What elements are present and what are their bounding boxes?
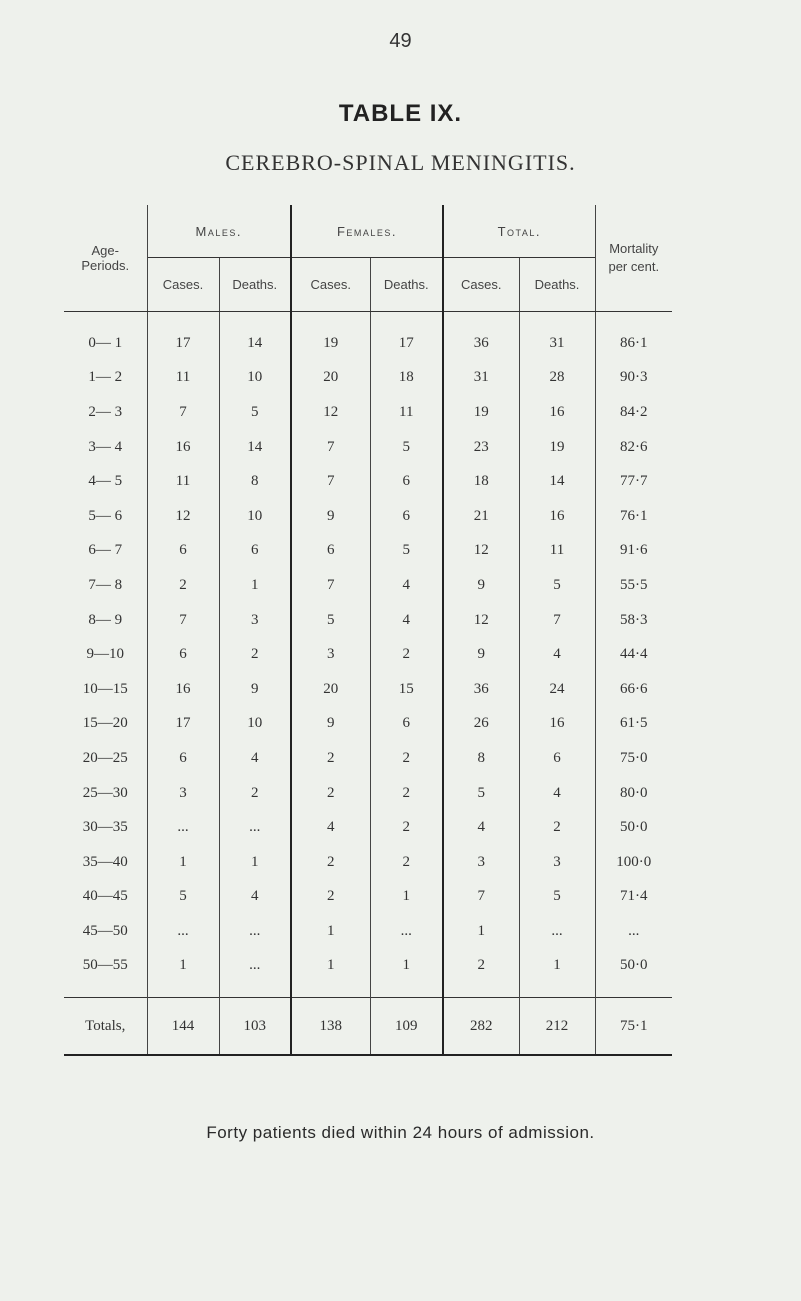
male-deaths-cell: ... <box>219 914 291 949</box>
table-row <box>64 741 672 776</box>
male-deaths-cell: 1 <box>219 845 291 880</box>
total-deaths-cell: 5 <box>519 568 595 603</box>
mortality-cell: 91·6 <box>595 534 672 569</box>
age-period-cell: 35—40 <box>82 853 128 870</box>
mortality-cell: 71·4 <box>595 880 672 915</box>
female-deaths-cell: 6 <box>370 499 443 534</box>
total-cases-cell: 9 <box>443 637 519 672</box>
total-cases-cell: 1 <box>443 914 519 949</box>
table-row <box>64 949 672 984</box>
table-row <box>64 534 672 569</box>
male-cases-cell: 11 <box>147 464 219 499</box>
female-deaths-cell: 4 <box>370 603 443 638</box>
header-females: Females. <box>291 205 443 258</box>
female-deaths-cell: 5 <box>370 430 443 465</box>
male-deaths-cell: 14 <box>219 430 291 465</box>
total-deaths-cell: 4 <box>519 637 595 672</box>
female-cases-cell: 2 <box>291 741 370 776</box>
table-row <box>64 326 672 361</box>
mortality-cell: 58·3 <box>595 603 672 638</box>
female-cases-cell: 5 <box>291 603 370 638</box>
total-cases-cell: 9 <box>443 568 519 603</box>
male-cases-cell: 11 <box>147 361 219 396</box>
female-deaths-cell: 2 <box>370 776 443 811</box>
male-cases-cell: ... <box>147 810 219 845</box>
female-deaths-cell: 6 <box>370 464 443 499</box>
age-period-cell: 6— 7 <box>88 542 123 559</box>
total-cases-cell: 7 <box>443 880 519 915</box>
mortality-cell: 50·0 <box>595 810 672 845</box>
female-deaths-cell: 1 <box>370 880 443 915</box>
age-period-cell: 5— 6 <box>88 507 123 524</box>
table-body <box>64 312 672 1056</box>
total-deaths-cell: ... <box>519 914 595 949</box>
total-deaths-cell: 16 <box>519 395 595 430</box>
male-deaths-cell: 1 <box>219 568 291 603</box>
header-male-deaths: Deaths. <box>219 258 291 312</box>
total-deaths-cell: 4 <box>519 776 595 811</box>
totals-female-deaths-cell: 109 <box>370 998 443 1056</box>
table-row <box>64 603 672 638</box>
total-deaths-cell: 6 <box>519 741 595 776</box>
total-deaths-cell: 2 <box>519 810 595 845</box>
age-period-cell: 20—25 <box>82 749 128 766</box>
total-cases-cell: 31 <box>443 361 519 396</box>
age-period-cell: 9—10 <box>86 646 124 663</box>
female-cases-cell: 20 <box>291 672 370 707</box>
age-period-cell: 2— 3 <box>88 403 123 420</box>
header-males: Males. <box>147 205 291 258</box>
male-cases-cell: 16 <box>147 672 219 707</box>
total-cases-cell: 21 <box>443 499 519 534</box>
mortality-cell: 50·0 <box>595 949 672 984</box>
mortality-cell: 76·1 <box>595 499 672 534</box>
total-deaths-cell: 3 <box>519 845 595 880</box>
table-row <box>64 707 672 742</box>
male-deaths-cell: 4 <box>219 880 291 915</box>
mortality-cell: 55·5 <box>595 568 672 603</box>
female-deaths-cell: 2 <box>370 741 443 776</box>
male-deaths-cell: ... <box>219 949 291 984</box>
table-row <box>64 464 672 499</box>
footnote: Forty patients died within 24 hours of admission. <box>206 1123 595 1142</box>
age-period-cell: 4— 5 <box>88 473 123 490</box>
female-cases-cell: 19 <box>291 326 370 361</box>
male-cases-cell: 6 <box>147 637 219 672</box>
female-cases-cell: 1 <box>291 914 370 949</box>
female-deaths-cell: 2 <box>370 637 443 672</box>
age-period-cell: 8— 9 <box>88 611 123 628</box>
mortality-cell: 86·1 <box>595 326 672 361</box>
table-row <box>64 499 672 534</box>
header-female-deaths: Deaths. <box>370 258 443 312</box>
male-deaths-cell: 2 <box>219 776 291 811</box>
female-cases-cell: 7 <box>291 430 370 465</box>
female-cases-cell: 2 <box>291 776 370 811</box>
male-deaths-cell: 9 <box>219 672 291 707</box>
male-cases-cell: 3 <box>147 776 219 811</box>
table-row <box>64 361 672 396</box>
table-row <box>64 914 672 949</box>
total-cases-cell: 18 <box>443 464 519 499</box>
total-deaths-cell: 19 <box>519 430 595 465</box>
table-row <box>64 637 672 672</box>
female-cases-cell: 20 <box>291 361 370 396</box>
mortality-cell: 61·5 <box>595 707 672 742</box>
header-total-deaths: Deaths. <box>519 258 595 312</box>
female-cases-cell: 3 <box>291 637 370 672</box>
male-deaths-cell: 3 <box>219 603 291 638</box>
male-cases-cell: 1 <box>147 949 219 984</box>
total-cases-cell: 5 <box>443 776 519 811</box>
total-cases-cell: 4 <box>443 810 519 845</box>
table-row <box>64 880 672 915</box>
male-cases-cell: 16 <box>147 430 219 465</box>
male-cases-cell: 6 <box>147 534 219 569</box>
mortality-cell: 80·0 <box>595 776 672 811</box>
age-period-cell: 1— 2 <box>88 369 123 386</box>
female-deaths-cell: 4 <box>370 568 443 603</box>
total-deaths-cell: 7 <box>519 603 595 638</box>
female-deaths-cell: 15 <box>370 672 443 707</box>
mortality-cell: 66·6 <box>595 672 672 707</box>
mortality-cell: 82·6 <box>595 430 672 465</box>
total-deaths-cell: 16 <box>519 707 595 742</box>
male-deaths-cell: 4 <box>219 741 291 776</box>
totals-mortality-cell: 75·1 <box>595 998 672 1056</box>
mortality-cell: 75·0 <box>595 741 672 776</box>
total-deaths-cell: 24 <box>519 672 595 707</box>
total-deaths-cell: 1 <box>519 949 595 984</box>
total-cases-cell: 12 <box>443 534 519 569</box>
totals-row <box>64 998 672 1056</box>
table-row <box>64 430 672 465</box>
total-deaths-cell: 28 <box>519 361 595 396</box>
header-total-cases: Cases. <box>443 258 519 312</box>
totals-label: Totals, <box>64 998 147 1056</box>
female-deaths-cell: 17 <box>370 326 443 361</box>
age-period-cell: 7— 8 <box>88 576 123 593</box>
header-total: Total. <box>443 205 595 258</box>
female-deaths-cell: 11 <box>370 395 443 430</box>
female-cases-cell: 1 <box>291 949 370 984</box>
mortality-cell: 100·0 <box>595 845 672 880</box>
male-deaths-cell: 14 <box>219 326 291 361</box>
male-deaths-cell: 5 <box>219 395 291 430</box>
male-deaths-cell: 6 <box>219 534 291 569</box>
male-cases-cell: 6 <box>147 741 219 776</box>
total-deaths-cell: 5 <box>519 880 595 915</box>
age-period-cell: 40—45 <box>82 888 128 905</box>
male-deaths-cell: 8 <box>219 464 291 499</box>
female-cases-cell: 7 <box>291 464 370 499</box>
female-deaths-cell: 6 <box>370 707 443 742</box>
age-period-cell: 30—35 <box>82 819 128 836</box>
table-row <box>64 568 672 603</box>
male-deaths-cell: ... <box>219 810 291 845</box>
female-cases-cell: 2 <box>291 880 370 915</box>
total-cases-cell: 23 <box>443 430 519 465</box>
total-cases-cell: 36 <box>443 672 519 707</box>
female-cases-cell: 12 <box>291 395 370 430</box>
male-deaths-cell: 10 <box>219 499 291 534</box>
totals-male-deaths-cell: 103 <box>219 998 291 1056</box>
totals-female-cases-cell: 138 <box>291 998 370 1056</box>
male-cases-cell: ... <box>147 914 219 949</box>
page-number: 49 <box>389 30 412 52</box>
mortality-table <box>64 205 672 1056</box>
totals-male-cases-cell: 144 <box>147 998 219 1056</box>
age-period-cell: 25—30 <box>82 784 128 801</box>
male-deaths-cell: 10 <box>219 361 291 396</box>
table-row <box>64 845 672 880</box>
age-period-cell: 45—50 <box>82 922 128 939</box>
mortality-cell: 84·2 <box>595 395 672 430</box>
female-deaths-cell: ... <box>370 914 443 949</box>
male-cases-cell: 17 <box>147 326 219 361</box>
totals-total-cases-cell: 282 <box>443 998 519 1056</box>
age-period-cell: 50—55 <box>82 957 128 974</box>
table-subtitle: CEREBRO-SPINAL MENINGITIS. <box>225 150 576 175</box>
mortality-cell: 90·3 <box>595 361 672 396</box>
male-deaths-cell: 2 <box>219 637 291 672</box>
male-cases-cell: 12 <box>147 499 219 534</box>
female-deaths-cell: 18 <box>370 361 443 396</box>
age-period-cell: 10—15 <box>82 680 128 697</box>
female-cases-cell: 7 <box>291 568 370 603</box>
age-period-cell: 15—20 <box>82 715 128 732</box>
table-row <box>64 776 672 811</box>
female-deaths-cell: 5 <box>370 534 443 569</box>
totals-total-deaths-cell: 212 <box>519 998 595 1056</box>
male-cases-cell: 17 <box>147 707 219 742</box>
age-period-cell: 3— 4 <box>88 438 123 455</box>
total-cases-cell: 19 <box>443 395 519 430</box>
female-deaths-cell: 1 <box>370 949 443 984</box>
female-cases-cell: 6 <box>291 534 370 569</box>
male-cases-cell: 7 <box>147 603 219 638</box>
header-age-periods: Age-Periods. <box>64 205 147 312</box>
mortality-cell: ... <box>595 914 672 949</box>
total-cases-cell: 2 <box>443 949 519 984</box>
total-deaths-cell: 16 <box>519 499 595 534</box>
header-mortality: Mortality per cent. <box>595 205 672 312</box>
female-cases-cell: 2 <box>291 845 370 880</box>
age-period-cell: 0— 1 <box>88 334 123 351</box>
total-cases-cell: 36 <box>443 326 519 361</box>
mortality-cell: 77·7 <box>595 464 672 499</box>
female-cases-cell: 4 <box>291 810 370 845</box>
mortality-cell: 44·4 <box>595 637 672 672</box>
male-cases-cell: 2 <box>147 568 219 603</box>
header-male-cases: Cases. <box>147 258 219 312</box>
header-female-cases: Cases. <box>291 258 370 312</box>
male-deaths-cell: 10 <box>219 707 291 742</box>
female-cases-cell: 9 <box>291 707 370 742</box>
total-deaths-cell: 31 <box>519 326 595 361</box>
table-row <box>64 672 672 707</box>
table-row <box>64 395 672 430</box>
table-row <box>64 810 672 845</box>
female-deaths-cell: 2 <box>370 845 443 880</box>
total-deaths-cell: 11 <box>519 534 595 569</box>
male-cases-cell: 7 <box>147 395 219 430</box>
total-cases-cell: 12 <box>443 603 519 638</box>
female-cases-cell: 9 <box>291 499 370 534</box>
male-cases-cell: 1 <box>147 845 219 880</box>
female-deaths-cell: 2 <box>370 810 443 845</box>
total-cases-cell: 3 <box>443 845 519 880</box>
male-cases-cell: 5 <box>147 880 219 915</box>
total-deaths-cell: 14 <box>519 464 595 499</box>
table-title: TABLE IX. <box>338 100 463 127</box>
total-cases-cell: 26 <box>443 707 519 742</box>
total-cases-cell: 8 <box>443 741 519 776</box>
